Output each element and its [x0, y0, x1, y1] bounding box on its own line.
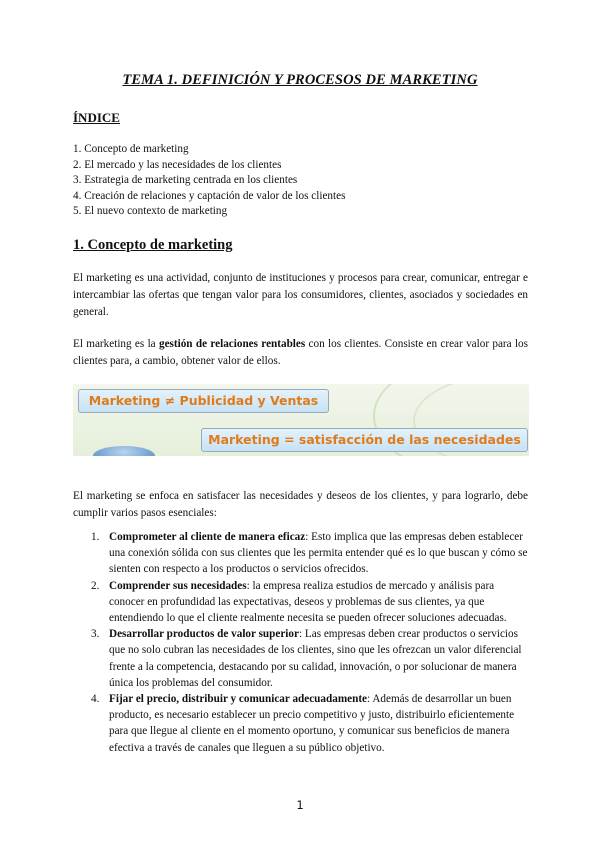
banner-label-satisfaction: Marketing = satisfacción de las necesidades	[201, 428, 528, 452]
step-title: Comprender sus necesidades	[109, 579, 247, 592]
list-item	[91, 626, 529, 691]
step-number: 3.	[91, 628, 100, 641]
text-run: El marketing es la	[73, 338, 159, 350]
page-number: 1	[296, 798, 304, 812]
relations-paragraph	[73, 336, 528, 370]
step-text: : Además de desarrollar un buen producto, es necesario establecer un precio competitivo y justo, distribuirlo eficientemente para que llegue al cliente en el momento oportuno, y comunicar sus beneficios de manera efectiva a través de canales que lleguen a su público objetivo.	[109, 693, 515, 754]
step-number: 4.	[91, 693, 100, 706]
definition-paragraph: El marketing es una actividad, conjunto de instituciones y procesos para crear, comunicar, entregar e intercambiar las ofertas que tengan valor para los consumidores, clientes, asociados y sociedades en general.	[73, 272, 528, 318]
steps-intro-paragraph: El marketing se enfoca en satisfacer las necesidades y deseos de los clientes, y para lograrlo, debe cumplir varios pasos esenciales:	[73, 490, 528, 519]
section-heading: 1. Concepto de marketing	[73, 237, 233, 253]
step-title: Desarrollar productos de valor superior	[109, 628, 299, 641]
index-item: 2. El mercado y las necesidades de los clientes	[73, 158, 282, 171]
index-list	[73, 142, 345, 220]
step-title: Fijar el precio, distribuir y comunicar adecuadamente	[109, 693, 368, 706]
step-number: 1.	[91, 531, 100, 543]
step-number: 2.	[91, 579, 100, 592]
text-run: con los clientes. Consiste en crear valor para los clientes para, a cambio, obtener valor de ellos.	[73, 338, 528, 367]
step-text: : Las empresas deben crear productos o servicios que no solo cubran las necesidades de los clientes, sino que les ofrezcan un valor diferencial frente a la competencia, destacando por su calidad, innovación, o por solucionar de manera única los problemas del consumidor.	[109, 628, 522, 689]
marketing-banner-image	[73, 384, 529, 456]
step-text: : Esto implica que las empresas deben establecer una conexión sólida con sus clientes que les permita entender qué es lo que buscan y cómo se sienten con respecto a los productos o servicios ofrecidos.	[109, 531, 528, 576]
decorative-blob	[93, 446, 155, 456]
index-heading: ÍNDICE	[73, 110, 120, 125]
index-item: 4. Creación de relaciones y captación de valor de los clientes	[73, 189, 346, 202]
list-item	[91, 529, 529, 578]
list-item	[91, 578, 529, 627]
index-item: 3. Estrategia de marketing centrada en los clientes	[73, 174, 298, 187]
step-title: Comprometer al cliente de manera eficaz	[109, 531, 306, 543]
bold-text: gestión de relaciones rentables	[158, 338, 306, 350]
steps-list	[91, 529, 529, 756]
step-text: : la empresa realiza estudios de mercado y análisis para conocer en profundidad las expectativas, deseos y problemas de sus clientes, ya que entendiendo lo que el cliente realmente necesita se pueden ofrecer soluciones adecuadas.	[109, 579, 507, 625]
banner-label-not-advertising: Marketing ≠ Publicidad y Ventas	[78, 389, 329, 413]
document-title: TEMA 1. DEFINICIÓN Y PROCESOS DE MARKETING	[122, 72, 478, 88]
list-item	[91, 691, 529, 756]
index-item: 1. Concepto de marketing	[73, 143, 189, 155]
index-item: 5. El nuevo contexto de marketing	[73, 205, 228, 218]
